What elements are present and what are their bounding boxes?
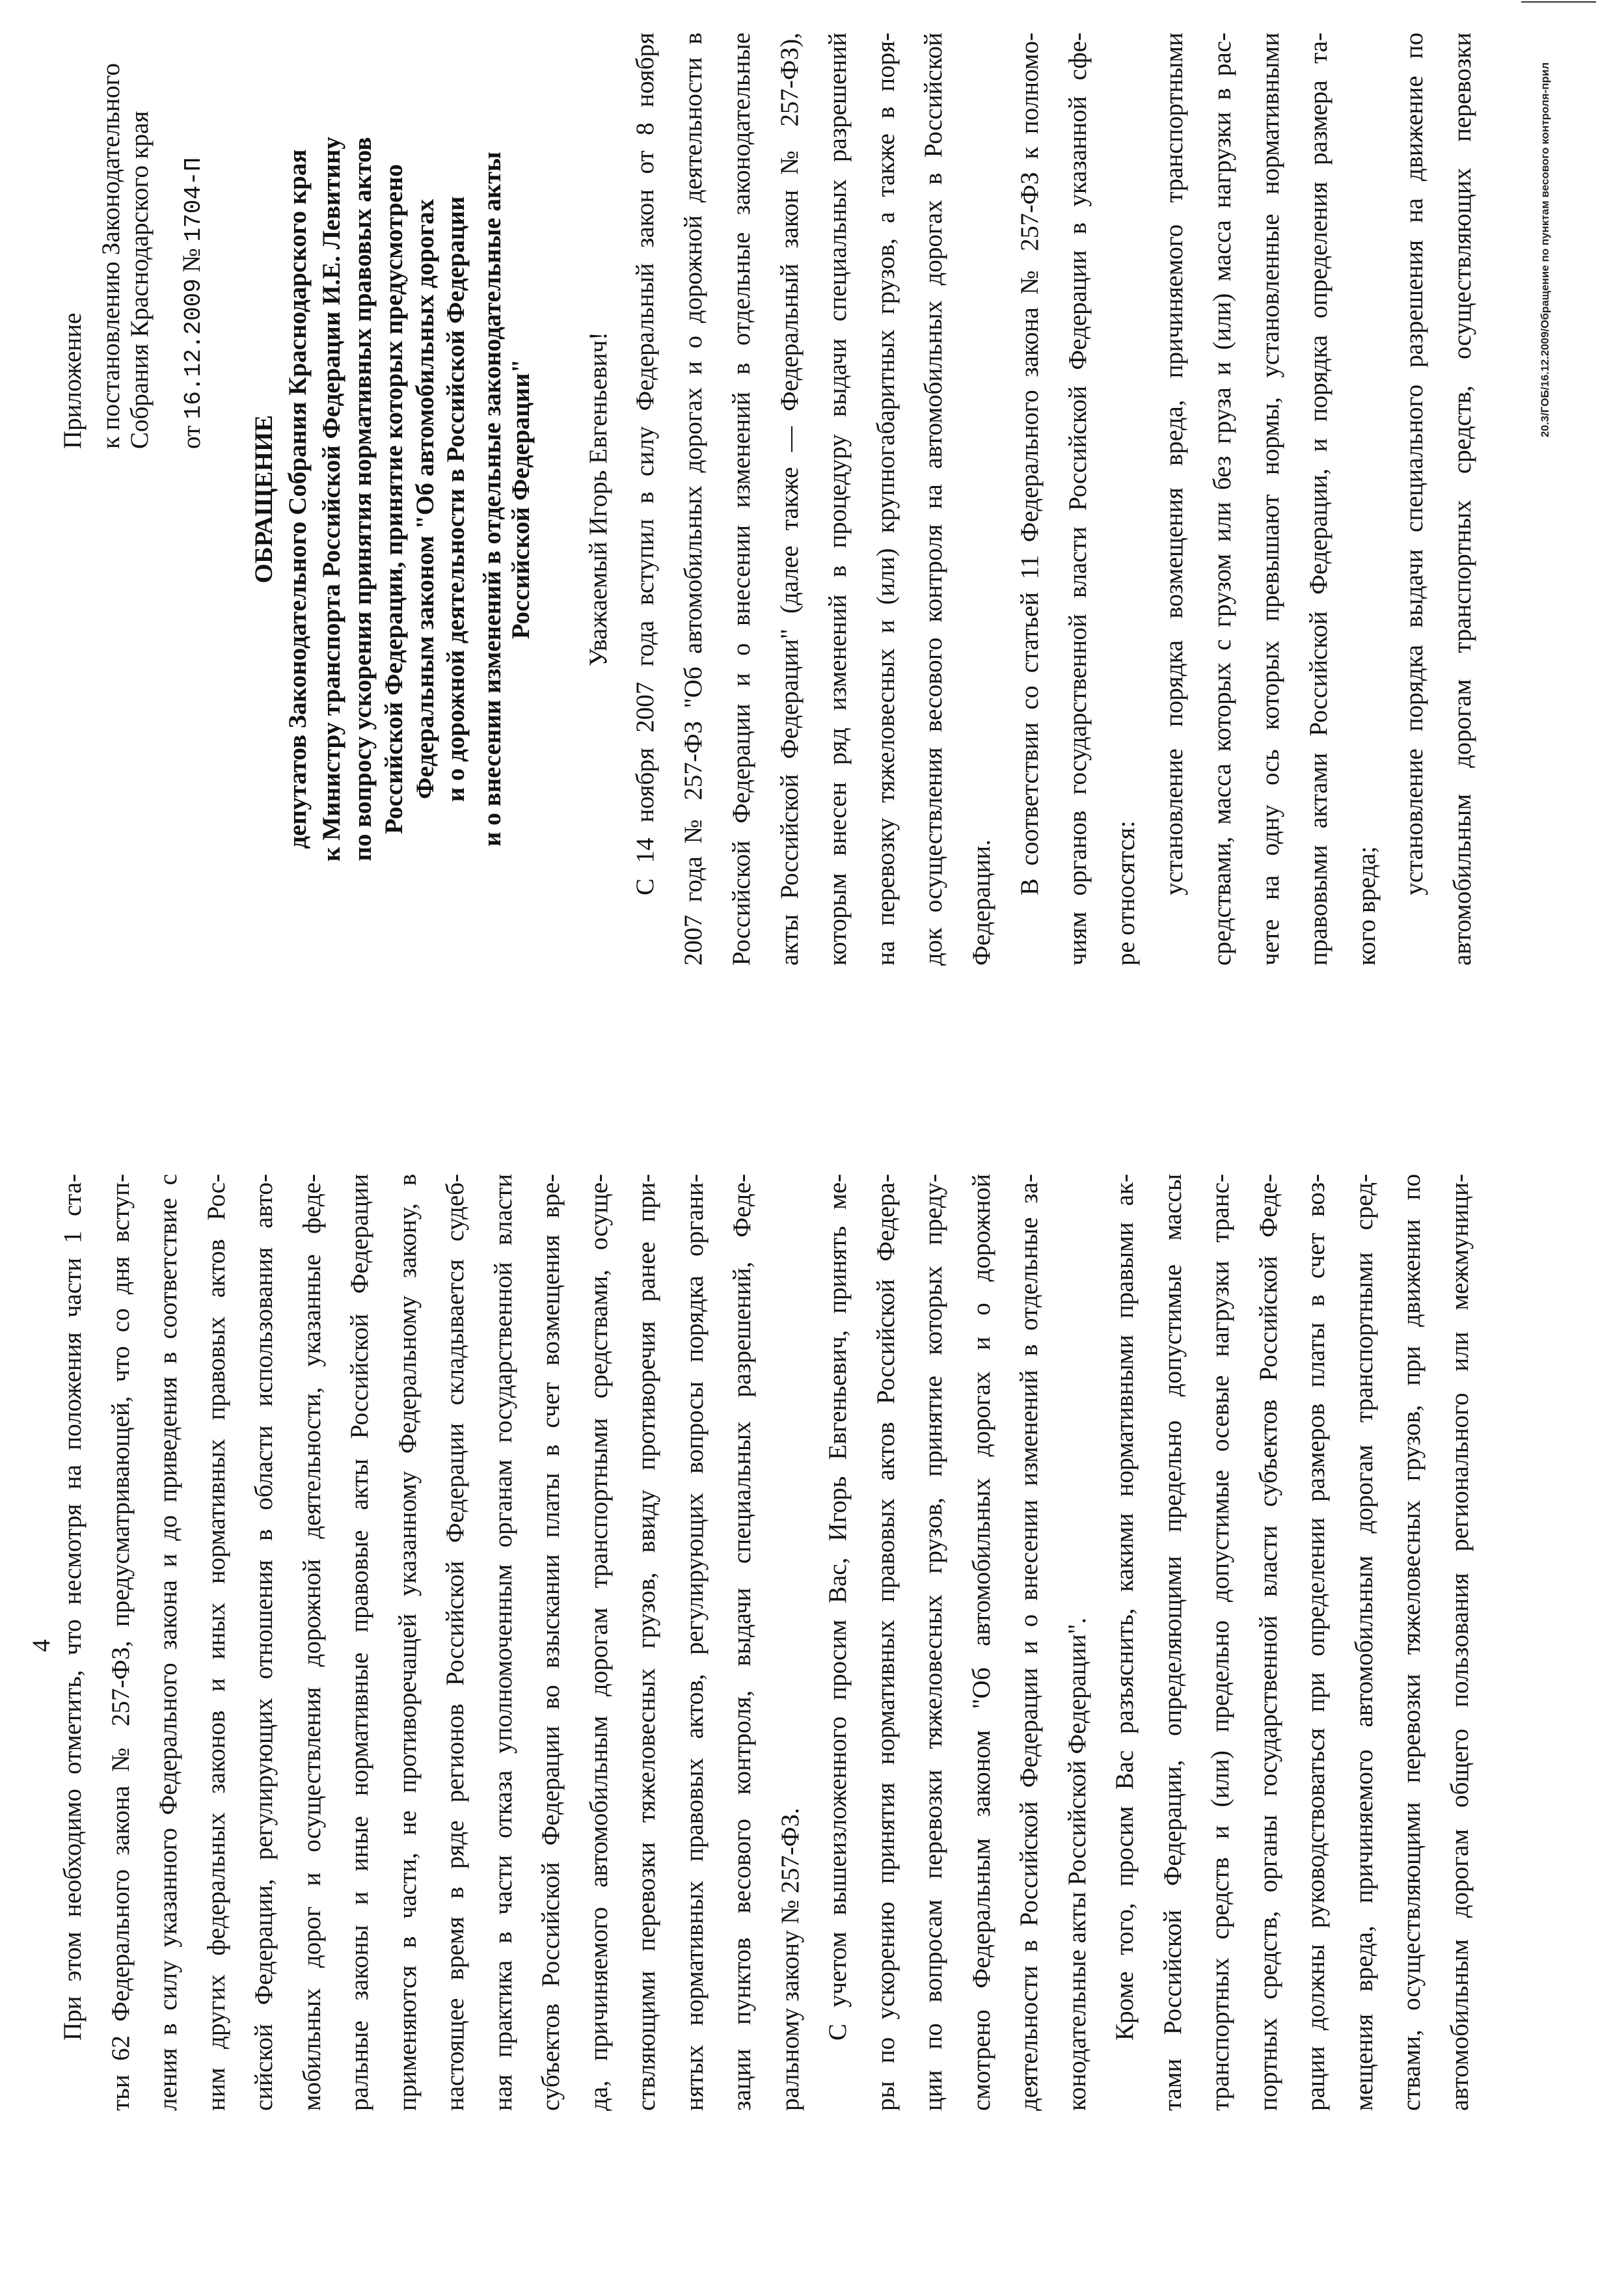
- resolution-date: 16.12.2009: [180, 278, 207, 420]
- body-text-line: автомобильным дорогам транспортных средств, осуществляющих перевозки: [1448, 33, 1477, 966]
- body-text-line: рации должны руководствоваться при определении размеров платы в счет воз-: [1302, 1174, 1330, 2111]
- body-text-line: При этом необходимо отметить, что несмотря на положения части 1 ста-: [59, 1174, 87, 2041]
- body-text-line: да, причиняемого автомобильным дорогам транспортными средствами, осуще-: [584, 1174, 613, 2111]
- greeting: Уважаемый Игорь Евгеньевич!: [584, 331, 612, 667]
- resolution-date-line: [177, 0, 207, 449]
- page-number: 4: [27, 1639, 55, 1652]
- body-text-line: сийской Федерации, регулирующих отношения в области использования авто-: [250, 1174, 278, 2111]
- body-text-line: конодательные акты Российской Федерации".: [1062, 1617, 1091, 2111]
- body-text-line: на перевозку тяжеловесных и (или) крупногабаритных грузов, а также в поря-: [871, 33, 900, 966]
- body-text-line: средствами, масса которых с грузом или без груза и (или) масса нагрузки в рас-: [1208, 33, 1236, 966]
- file-path-footer: 20.3/ГОБ/16.12.2009/Обращение по пунктам весового контроля-прил: [1539, 62, 1551, 437]
- title-subtitle-line: по вопросу ускорения принятия нормативных правовых актов: [349, 137, 377, 862]
- title-subtitle-line: Федеральным законом "Об автомобильных дорогах: [411, 198, 439, 800]
- body-text-line: акты Российской Федерации" (далее также — Федеральный закон № 257-ФЗ),: [775, 33, 804, 966]
- resolution-number: 1704-П: [180, 157, 207, 242]
- body-text-line: чете на одну ось которых превышают нормы, установленные нормативными: [1256, 33, 1284, 966]
- body-text-line: 2007 года № 257-ФЗ "Об автомобильных дорогах и о дорожной деятельности в: [679, 33, 707, 966]
- body-text-line: Кроме того, просим Вас разъяснить, какими нормативными правыми ак-: [1111, 1174, 1139, 2041]
- body-text-line: ральные законы и иные нормативные правовые акты Российской Федерации: [345, 1174, 373, 2111]
- body-text-line: С учетом вышеизложенного просим Вас, Игорь Евгеньевич, принять ме-: [824, 1174, 852, 2041]
- date-prefix: от: [178, 425, 206, 449]
- body-text-line: ная практика в части отказа уполномоченным органам государственной власти: [489, 1174, 517, 2111]
- body-text-line: С 14 ноября 2007 года вступил в силу Федеральный закон от 8 ноября: [631, 33, 659, 895]
- document-title: ОБРАЩЕНИЕ: [250, 414, 278, 584]
- body-text-line: ления в силу указанного Федерального закона и до приведения в соответствие с: [154, 1174, 182, 2111]
- body-text-line: зации пунктов весового контроля, выдачи специальных разрешений, Феде-: [728, 1174, 756, 2111]
- body-text-line: ствляющими перевозки тяжеловесных грузов, ввиду противоречия ранее при-: [632, 1174, 660, 2111]
- body-text-line: автомобильным дорогам общего пользования регионального или межмуници-: [1445, 1174, 1474, 2111]
- body-text-line: ним других федеральных законов и иных нормативных правовых актов Рос-: [202, 1174, 230, 2111]
- assembly-name: Собрания Краснодарского края: [126, 111, 154, 449]
- body-text-line: ры по ускорению принятия нормативных правовых актов Российской Федера-: [871, 1174, 900, 2111]
- body-text-line: портных средств, органы государственной власти субъектов Российской Феде-: [1254, 1174, 1282, 2111]
- body-text-line: ции по вопросам перевозки тяжеловесных грузов, принятие которых преду-: [919, 1174, 947, 2111]
- body-text-line: установление порядка выдачи специального разрешения на движение по: [1400, 33, 1429, 895]
- body-text-line: мещения вреда, причиняемого автомобильным дорогам транспортными сред-: [1349, 1174, 1378, 2111]
- appendix-page: [0, 0, 1624, 1106]
- body-text-line: Российской Федерации и о внесении изменений в отдельные законодательные: [727, 33, 755, 966]
- resolution-reference: к постановлению Законодательного: [97, 62, 125, 449]
- body-text-line: тами Российской Федерации, определяющими предельно допустимые массы: [1158, 1174, 1187, 2111]
- body-text-line: деятельности в Российской Федерации и о внесении изменений в отдельные за-: [1015, 1174, 1043, 2111]
- body-text-line: смотрено Федеральным законом "Об автомобильных дорогах и о дорожной: [967, 1174, 995, 2111]
- body-text-line: настоящее время в ряде регионов Российской Федерации складывается судеб-: [441, 1174, 469, 2111]
- body-text-line: которым внесен ряд изменений в процедуру выдачи специальных разрешений: [823, 33, 852, 966]
- body-text-line: чиям органов государственной власти Российской Федерации в указанной сфе-: [1064, 33, 1092, 966]
- body-text-line: правовыми актами Российской Федерации, и порядка определения размера та-: [1304, 33, 1333, 966]
- body-text-line: нятых нормативных правовых актов, регулирующих вопросы порядка органи-: [680, 1174, 709, 2111]
- title-subtitle-line: депутатов Законодательного Собрания Краснодарского края: [284, 149, 312, 849]
- body-text-line: ре относятся:: [1112, 821, 1140, 966]
- title-subtitle-line: Российской Федерации": [507, 359, 535, 640]
- body-text-line: ральному закону № 257-ФЗ.: [776, 1808, 804, 2111]
- body-text-line: установление порядка возмещения вреда, причиняемого транспортными: [1159, 33, 1188, 895]
- title-subtitle-line: к Министру транспорта Российской Федерации И.Е. Левитину: [318, 137, 345, 862]
- body-text-line: транспортных средств и (или) предельно допустимые осевые нагрузки транс-: [1206, 1174, 1234, 2111]
- body-text-line: применяются в части, не противоречащей указанному Федеральному закону, в: [393, 1174, 422, 2111]
- body-text-line: ствами, осуществляющими перевозки тяжеловесных грузов, при движении по: [1398, 1174, 1426, 2111]
- title-subtitle-line: и о внесении изменений в отдельные законодательные акты: [478, 152, 506, 847]
- body-text-line: В соответствии со статьей 11 Федерального закона № 257-ФЗ к полномо-: [1016, 33, 1044, 895]
- body-text-line: тьи 62 Федерального закона № 257-ФЗ, предусматривающей, что со дня вступ-: [106, 1174, 135, 2111]
- title-subtitle-line: Российской Федерации, принятие которых предусмотрено: [380, 164, 408, 834]
- body-text-line: Федерации.: [968, 839, 996, 966]
- body-text-line: док осуществления весового контроля на автомобильных дорогах в Российской: [919, 33, 948, 966]
- appendix-label: Приложение: [59, 312, 87, 449]
- body-text-line: кого вреда;: [1352, 846, 1381, 966]
- body-text-line: субъектов Российской Федерации во взыскании платы в счет возмещения вре-: [537, 1174, 565, 2111]
- body-text-line: мобильных дорог и осуществления дорожной деятельности, указанные феде-: [297, 1174, 326, 2111]
- number-sign: №: [178, 248, 206, 273]
- title-subtitle-line: и о дорожной деятельности в Российской Федерации: [442, 196, 470, 802]
